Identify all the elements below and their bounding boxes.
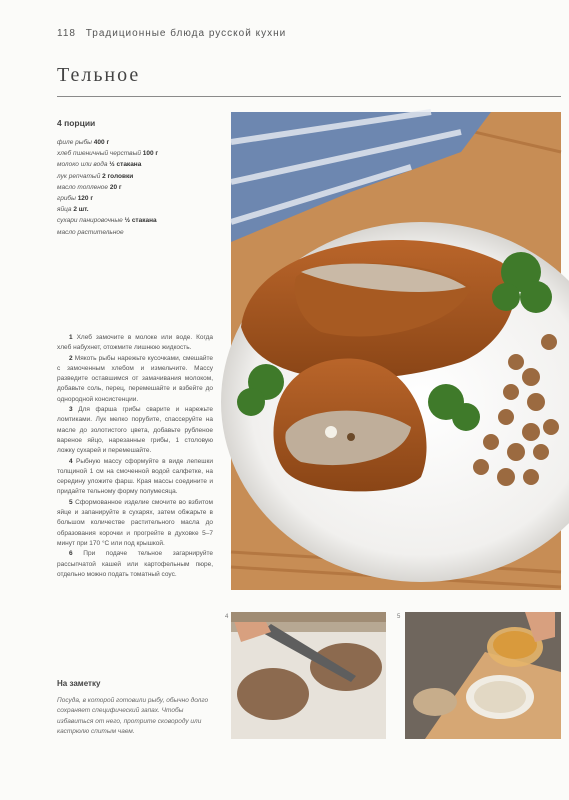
step-4-photo	[225, 612, 386, 739]
dish-photo	[231, 112, 561, 590]
step-paragraph: 5 Сформованное изделие смочите во взбитом яйце и запанируйте в сухарях, затем обжарьте в большом количестве растительного масла до образования корочки и прогрейте в духовке 5–7 минут при 170 °С или под крышкой.	[57, 498, 213, 547]
photo-number: 4	[225, 614, 229, 620]
step-5-photo	[397, 612, 561, 739]
ingredients-list	[57, 137, 217, 238]
ingredient-item: хлеб пшеничный черствый 100 г	[57, 150, 159, 158]
ingredient-item: сухари панировочные ½ стакана	[57, 217, 157, 225]
step-paragraph: 4 Рыбную массу сформуйте в виде лепешки толщиной 1 см на смоченной водой салфетке, на середину уложите фарш. Края массы соедините и придайте тельному форму полумесяца.	[57, 457, 213, 496]
note-text: Посуда, в которой готовили рыбу, обычно долго сохраняет специфический запах. Чтобы избавиться от него, протрите сковороду или кастрюлю спитым чаем.	[57, 697, 209, 735]
ingredient-item: грибы 120 г	[57, 195, 94, 203]
ingredient-item: молоко или вода ½ стакана	[57, 161, 142, 169]
step-paragraph: 6 При подаче тельное загарнируйте рассыпчатой кашей или картофельным пюре, отдельно можно подать томатный соус.	[57, 550, 213, 578]
portions-label: 4 порции	[57, 118, 96, 128]
page-number: 118	[57, 28, 76, 39]
ingredient-item: масло растительное	[57, 228, 124, 236]
book-title: Традиционные блюда русской кухни	[85, 28, 287, 39]
preparation-steps	[57, 333, 213, 580]
ingredient-item: масло топленое 20 г	[57, 183, 122, 191]
step-paragraph: 1 Хлеб замочите в молоке или воде. Когда хлеб набухнет, отожмите лишнюю жидкость.	[57, 334, 214, 352]
running-header	[57, 28, 286, 39]
photo-number: 5	[397, 614, 401, 620]
ingredient-item: филе рыбы 400 г	[57, 139, 110, 146]
title-divider	[57, 96, 561, 97]
step-paragraph: 3 Для фарша грибы сварите и нарежьте ломтиками. Лук мелко порубите, спассеруйте на масле до золотистого цвета, добавьте рубленое вареное яйцо, нарезанные грибы, 1 столовую ложку сухарей и перемешайте.	[57, 406, 213, 455]
note-heading: На заметку	[57, 679, 101, 688]
recipe-title: Тельное	[57, 64, 141, 86]
ingredient-item: лук репчатый 2 головки	[57, 172, 134, 180]
ingredient-item: яйца 2 шт.	[57, 206, 89, 214]
step-paragraph: 2 Мякоть рыбы нарежьте кусочками, смешайте с замоченным хлебом и измельчите. Массу разведите оставшимся от замачивания молоком, добавьте соль, перец, перемешайте и взбейте до однородной консистенции.	[57, 354, 214, 403]
